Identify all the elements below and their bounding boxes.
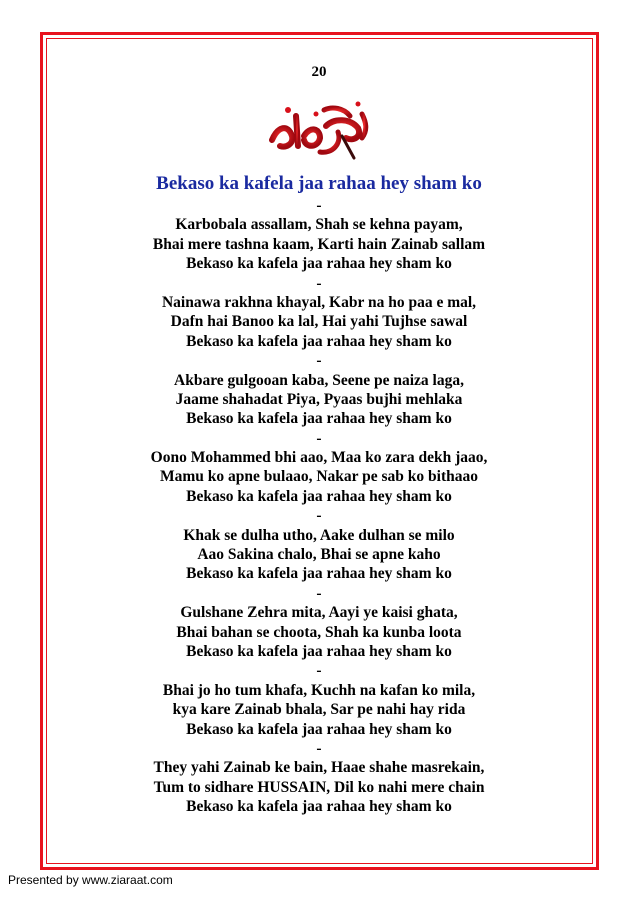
verse-line: Bhai bahan se choota, Shah ka kunba loota xyxy=(176,623,462,641)
stanza-separator: - xyxy=(316,274,322,292)
verse-line: Bekaso ka kafela jaa rahaa hey sham ko xyxy=(186,487,452,505)
stanza-separator: - xyxy=(316,352,322,370)
verse-line: They yahi Zainab ke bain, Haae shahe masrekain, xyxy=(153,759,485,777)
stanza-separator: - xyxy=(316,584,322,602)
verse-line: Tum to sidhare HUSSAIN, Dil ko nahi mere chain xyxy=(153,778,485,796)
stanza-separator: - xyxy=(316,197,322,214)
verse-line: Bekaso ka kafela jaa rahaa hey sham ko xyxy=(186,410,452,428)
stanza-separator: - xyxy=(316,429,322,447)
verse-line: Karbobala assallam, Shah se kehna payam, xyxy=(175,216,463,234)
verse-line: Bekaso ka kafela jaa rahaa hey sham ko xyxy=(186,255,452,273)
verse-line: kya kare Zainab bhala, Sar pe nahi hay rida xyxy=(172,701,466,719)
verse-line: Mamu ko apne bulaao, Nakar pe sab ko bithaao xyxy=(160,468,478,486)
stanza-separator: - xyxy=(316,507,322,525)
verse-line: Khak se dulha utho, Aake dulhan se milo xyxy=(183,526,455,544)
verse-line: Bekaso ka kafela jaa rahaa hey sham ko xyxy=(186,642,452,660)
verse-line: Akbare gulgooan kaba, Seene pe naiza laga, xyxy=(174,371,464,389)
page-number: 20 xyxy=(311,64,327,80)
verse-line: Bhai jo ho tum khafa, Kuchh na kafan ko mila, xyxy=(162,681,476,699)
verse-line: Nainawa rakhna khayal, Kabr na ho paa e mal, xyxy=(161,293,477,311)
verse-line: Gulshane Zehra mita, Aayi ye kaisi ghata, xyxy=(180,604,458,622)
verse-line: Oono Mohammed bhi aao, Maa ko zara dekh jaao, xyxy=(150,449,488,467)
verse-line: Jaame shahadat Piya, Pyaas bujhi mehlaka xyxy=(175,390,463,408)
verse-line: Bekaso ka kafela jaa rahaa hey sham ko xyxy=(186,798,452,816)
verse-line: Bekaso ka kafela jaa rahaa hey sham ko xyxy=(186,332,452,350)
verse-line: Dafn hai Banoo ka lal, Hai yahi Tujhse sawal xyxy=(170,313,468,331)
calligraphy-logo-icon xyxy=(258,96,378,162)
stanza-separator: - xyxy=(316,739,322,757)
verse-line: Bhai mere tashna kaam, Karti hain Zainab sallam xyxy=(152,235,486,253)
verse-line: Aao Sakina chalo, Bhai se apne kaho xyxy=(197,546,441,564)
poem-title: Bekaso ka kafela jaa rahaa hey sham ko xyxy=(156,173,482,194)
verse-line: Bekaso ka kafela jaa rahaa hey sham ko xyxy=(186,720,452,738)
stanza-separator: - xyxy=(316,662,322,680)
footer-credit: Presented by www.ziaraat.com xyxy=(8,873,173,887)
verse-line: Bekaso ka kafela jaa rahaa hey sham ko xyxy=(186,565,452,583)
poem-verses xyxy=(0,196,638,817)
